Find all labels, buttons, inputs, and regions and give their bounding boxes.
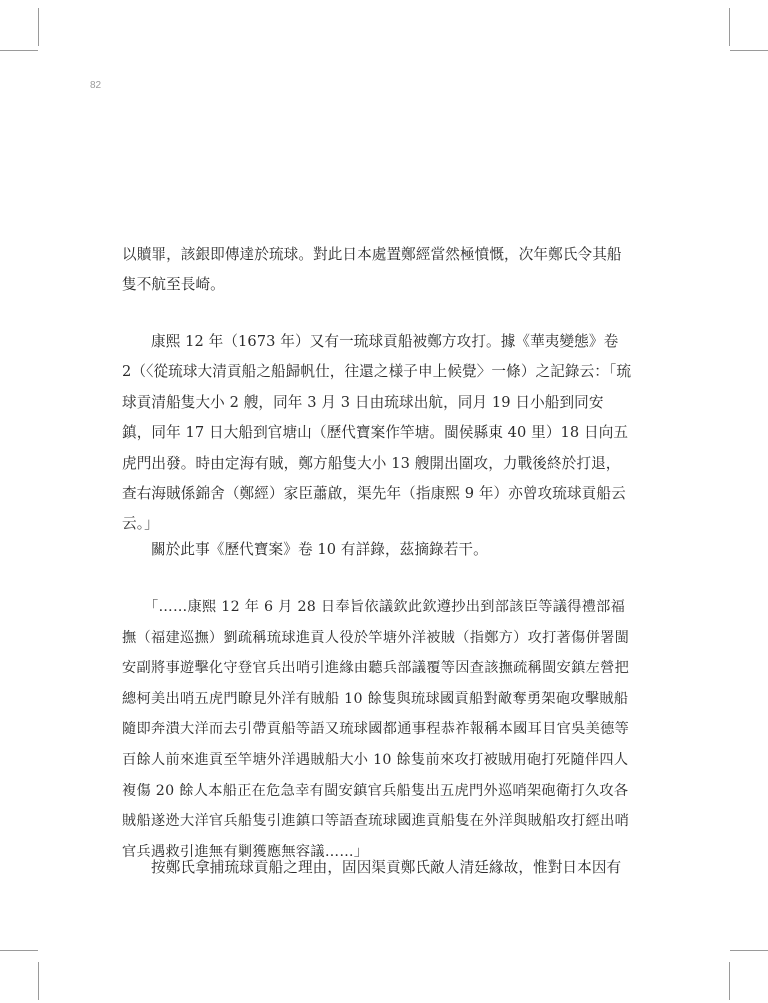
crop-mark: [729, 962, 730, 1000]
crop-mark: [730, 950, 768, 951]
crop-mark: [0, 950, 38, 951]
paragraph-analysis: 按鄭氏拿捕琉球貢船之理由，固因渠貢鄭氏敵人清廷緣故，惟對日本因有: [151, 859, 622, 876]
crop-mark: [729, 8, 730, 46]
crop-mark: [38, 962, 39, 1000]
paragraph-lidai-baoan: 關於此事《歷代寶案》卷 10 有詳錄，茲摘錄若干。: [151, 541, 488, 558]
paragraph-kangxi-12: 康熙 12 年（1673 年）又有一琉球貢船被鄭方攻打。據《華夷變態》卷 2（〈從琉球大清貢船之船歸帆仕，往還之様子申上候覺〉一條）之記錄云：「琉球貢清船隻大小 2 艘，同年 3 月 3 日由琉球出航，同月 19 日小船到同安鎮，同年 17 日大船到官塘山（歷代寶案作竿塘。閩侯縣東 40 里）18 日向五虎門出發。時由定海有賊，鄭方船隻大小 13 艘開出圍攻，力戰後終於打退，查右海賊係錦舍（鄭經）家臣蕭啟，渠先年（指康熙 9 年）亦曾攻琉球貢船云云。」: [122, 333, 632, 533]
block-quote: 「……康熙 12 年 6 月 28 日奉旨依議欽此欽遵抄出到部該臣等議得禮部福撫（福建巡撫）劉疏稱琉球進貢人役於竿塘外洋被賊（指鄭方）攻打著傷併署閩安副將事遊擊化守登官兵出哨引進緣由聽兵部議覆等因查該撫疏稱閩安鎮左營把總柯美出哨五虎門瞭見外洋有賊船 10 餘隻與琉球國貢船對敵奪勇架砲攻擊賊船隨即奔潰大洋而去引帶貢船等語又琉球國都通事程恭祚報稱本國耳目官吳美德等百餘人前來進貢至竿塘外洋遇賊船大小 10 餘隻前來攻打被賊用砲打死隨伴四人複傷 20 餘人本船正在危急幸有閩安鎮官兵船隻出五虎門外巡哨架砲衛打久攻各賊船遂迯大洋官兵船隻引進鎮口等語查琉球國進貢船隻在外洋與賊船攻打經出哨官兵遇救引進無有剿獲應無容議……」: [122, 599, 630, 860]
page-number: 82: [90, 80, 102, 91]
paragraph-continuation: 以贖罪，該銀即傳達於琉球。對此日本處置鄭經當然極憤慨，次年鄭氏令其船隻不航至長崎。: [122, 246, 622, 294]
crop-mark: [0, 50, 38, 51]
crop-mark: [730, 50, 768, 51]
crop-mark: [38, 8, 39, 46]
